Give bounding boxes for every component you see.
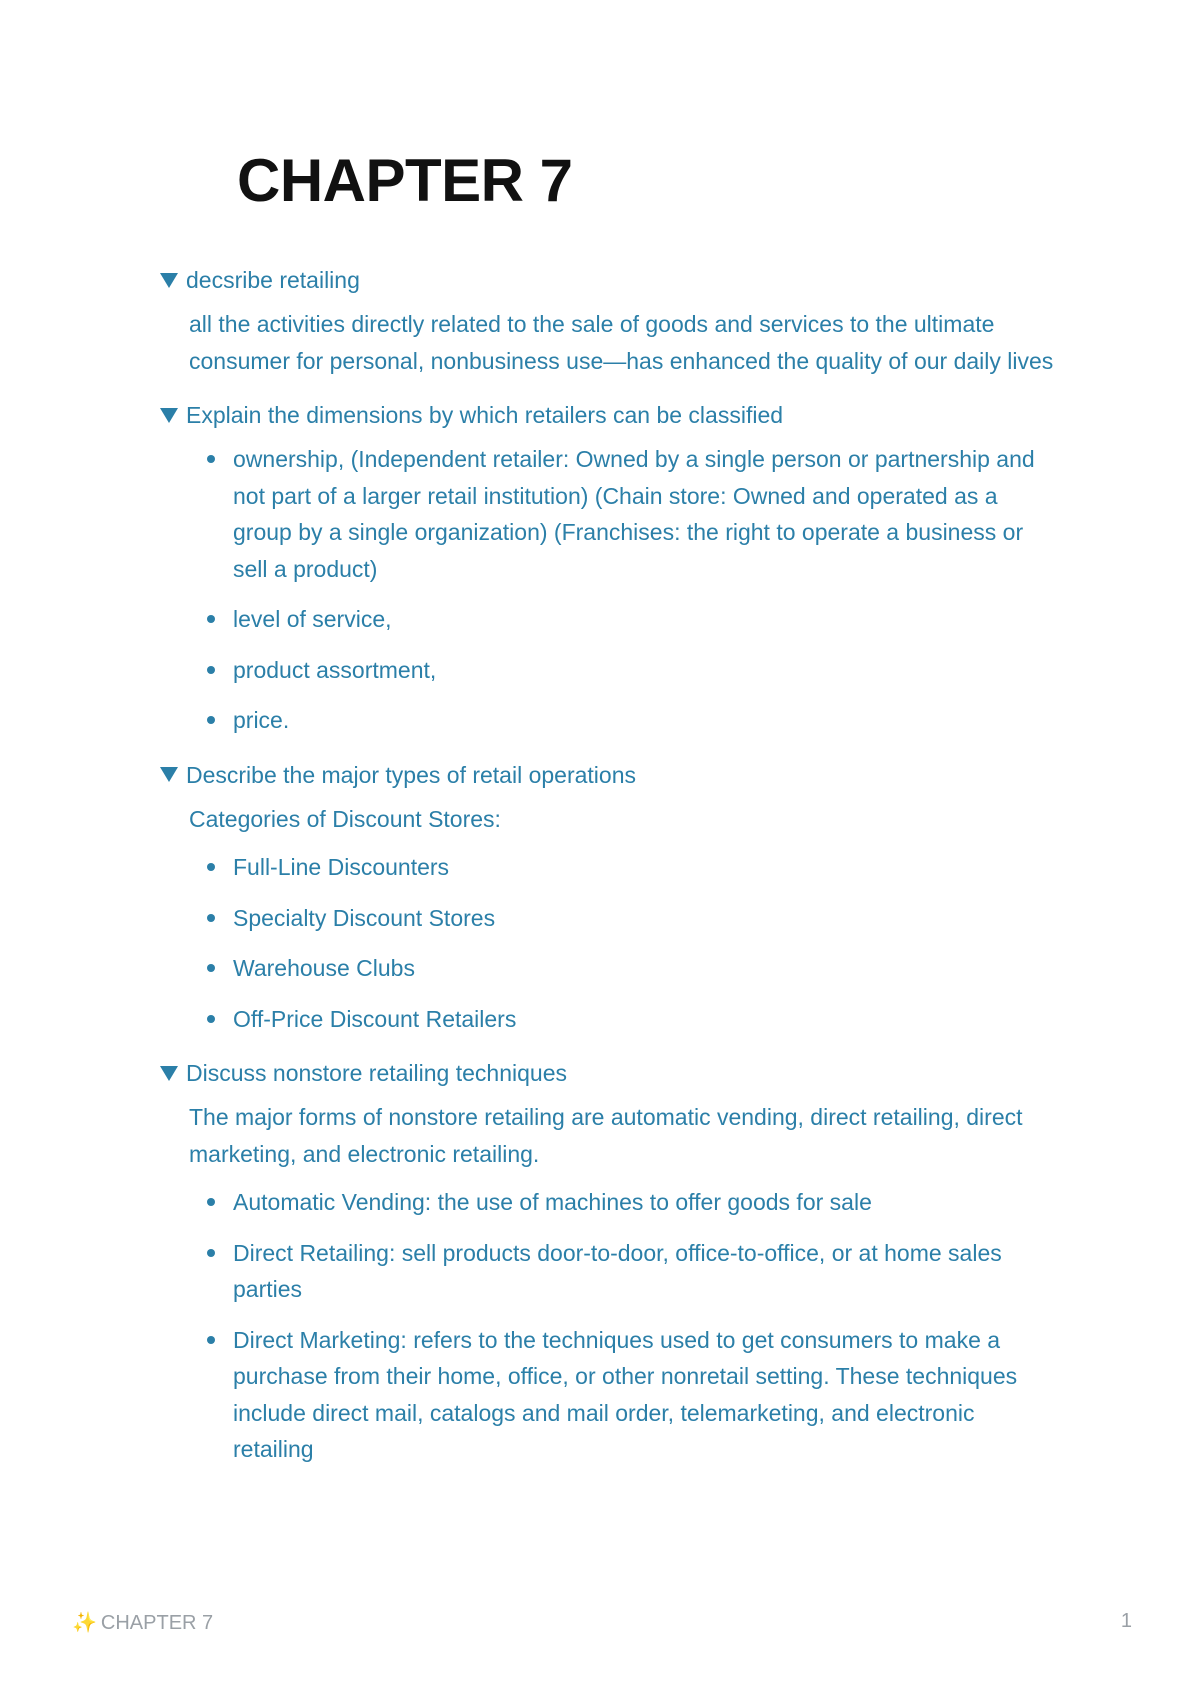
toggle-heading: Discuss nonstore retailing techniques <box>186 1060 567 1086</box>
toggle-section <box>158 262 1058 379</box>
toggle-section <box>158 757 1058 1038</box>
toggle-header[interactable] <box>158 757 1058 793</box>
page-number: 1 <box>1120 1610 1132 1632</box>
bullet-dot-icon <box>207 666 215 674</box>
toggle-heading: Describe the major types of retail operations <box>186 761 636 788</box>
content <box>158 262 1058 1486</box>
sparkles-icon: ✨ <box>72 1612 97 1634</box>
triangle-down-icon[interactable] <box>160 408 178 423</box>
bullet-dot-icon <box>207 1015 215 1023</box>
bullet-dot-icon <box>207 914 215 922</box>
bullet-dot-icon <box>207 1249 215 1257</box>
list-item-text: ownership, (Independent retailer: Owned by a single person or partnership and not part of a larger retail institution) (Chain store: Owned and operated as a group by a single organization) (Franchises: the right to operate a business or sell a product) <box>233 446 1035 582</box>
list-item <box>233 900 1058 937</box>
list-item-text: Direct Retailing: sell products door-to-door, office-to-office, or at home sales parties <box>233 1239 1002 1302</box>
bullet-dot-icon <box>207 1198 215 1206</box>
bullet-dot-icon <box>207 1336 215 1344</box>
toggle-header[interactable] <box>158 262 1058 298</box>
paragraph: all the activities directly related to the sale of goods and services to the ultimate consumer for personal, nonbusiness use—has enhanced the quality of our daily lives <box>189 311 1054 374</box>
list-item-text: Full-Line Discounters <box>233 854 450 880</box>
bullet-list <box>189 1184 1058 1468</box>
list-item <box>233 1322 1058 1468</box>
list-item-text: Warehouse Clubs <box>233 955 415 981</box>
toggle-section <box>158 1055 1058 1468</box>
toggle-section <box>158 397 1058 739</box>
footer-label: CHAPTER 7 <box>100 1612 214 1634</box>
toggle-heading: Explain the dimensions by which retailers can be classified <box>186 402 784 428</box>
list-item-text: Off-Price Discount Retailers <box>233 1005 517 1032</box>
bullet-dot-icon <box>207 716 215 724</box>
triangle-down-icon[interactable] <box>160 767 178 782</box>
toggle-body <box>158 1099 1058 1468</box>
footer-title <box>72 1610 213 1635</box>
paragraph: Categories of Discount Stores: <box>189 805 501 832</box>
list-item <box>233 601 1058 638</box>
list-item-text: Automatic Vending: the use of machines to offer goods for sale <box>233 1189 872 1215</box>
toggle-header[interactable] <box>158 1055 1058 1091</box>
paragraph: The major forms of nonstore retailing are automatic vending, direct retailing, direct marketing, and electronic retailing. <box>189 1104 1023 1167</box>
toggle-body <box>158 801 1058 1038</box>
toggle-body <box>158 441 1058 739</box>
list-item-text: Direct Marketing: refers to the techniques used to get consumers to make a purchase from their home, office, or other nonretail setting. These techniques include direct mail, catalogs and mail order, telemarketing, and electronic retailing <box>233 1326 1018 1462</box>
triangle-down-icon[interactable] <box>160 1066 178 1081</box>
list-item-text: product assortment, <box>233 656 437 683</box>
list-item <box>233 702 1058 739</box>
triangle-down-icon[interactable] <box>160 273 178 288</box>
toggle-body <box>158 306 1058 379</box>
bullet-list <box>189 441 1058 739</box>
toggle-header[interactable] <box>158 397 1058 433</box>
list-item <box>233 1235 1058 1308</box>
bullet-dot-icon <box>207 964 215 972</box>
list-item-text: price. <box>233 707 290 733</box>
bullet-dot-icon <box>207 455 215 463</box>
list-item <box>233 1184 1058 1221</box>
list-item-text: Specialty Discount Stores <box>233 904 496 931</box>
page-title: CHAPTER 7 <box>237 147 573 214</box>
bullet-dot-icon <box>207 615 215 623</box>
list-item <box>233 441 1058 587</box>
list-item <box>233 652 1058 689</box>
list-item <box>233 849 1058 886</box>
list-item <box>233 1001 1058 1038</box>
bullet-dot-icon <box>207 863 215 871</box>
toggle-heading: decsribe retailing <box>186 267 360 293</box>
list-item <box>233 950 1058 987</box>
list-item-text: level of service, <box>233 606 392 632</box>
bullet-list <box>189 849 1058 1037</box>
